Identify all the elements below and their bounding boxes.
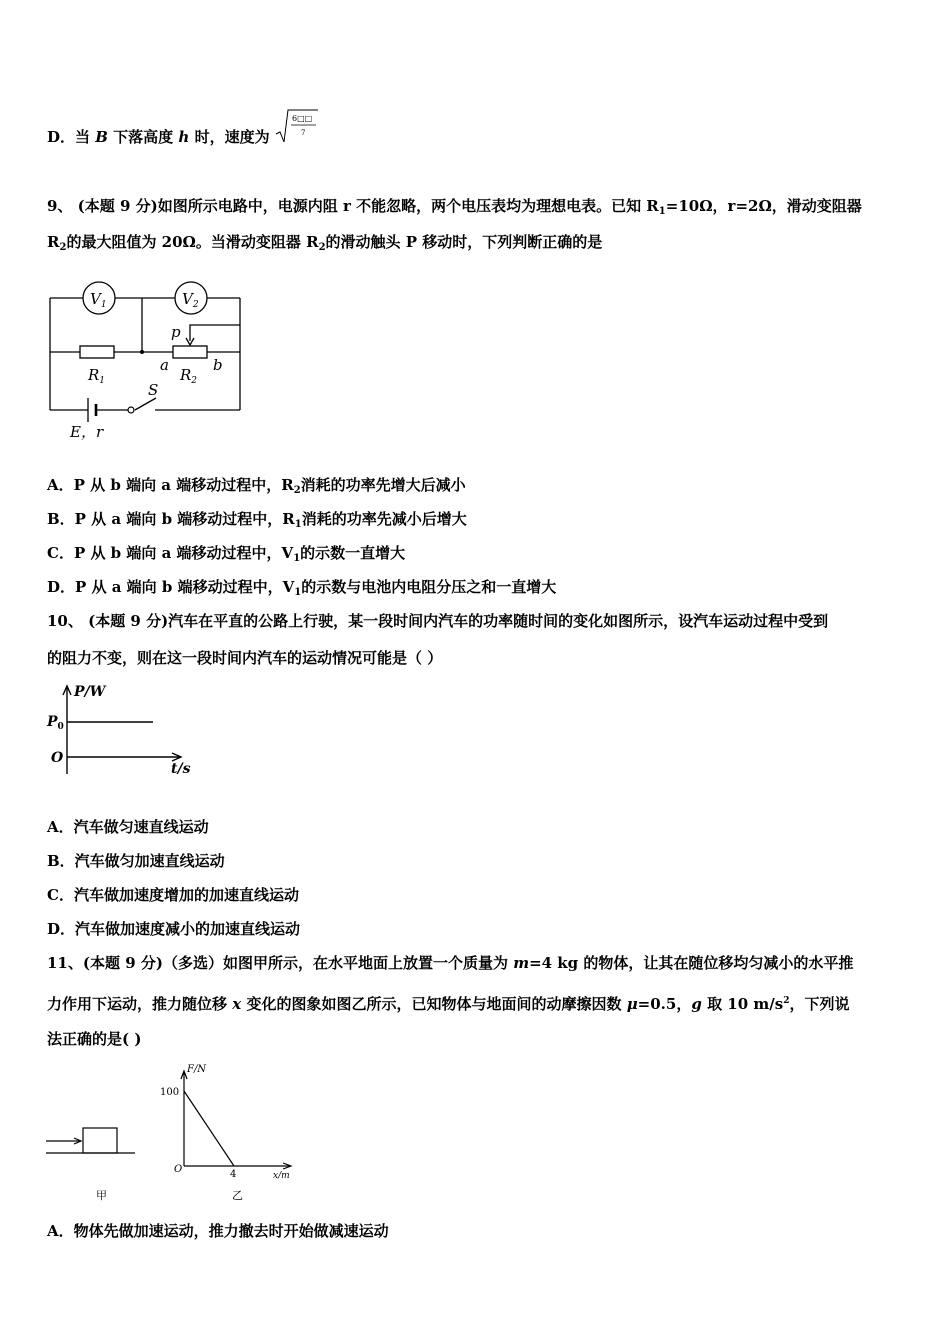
q10-option-a: A．汽车做匀速直线运动: [47, 818, 209, 836]
svg-text:V1: $V_1$: [90, 290, 107, 310]
q11-stem-line1: 11、(本题 9 分)（多选）如图甲所示，在水平地面上放置一个质量为 m=4 kg 的物体，让其在随位移均匀减小的水平推: [47, 954, 854, 972]
q10-stem-line1: 10、 (本题 9 分)汽车在平直的公路上行驶，某一段时间内汽车的功率随时间的变化如图所示，设汽车运动过程中受到: [47, 612, 829, 630]
p0-label: P: [47, 714, 58, 730]
v2-label: V: [182, 290, 193, 308]
q10-stem-line2: 的阻力不变，则在这一段时间内汽车的运动情况可能是（ ）: [47, 649, 443, 667]
figure-yi-graph: [181, 1071, 291, 1169]
r1-label: R: [88, 366, 100, 384]
q9-option-d: D．P 从 a 端向 b 端移动过程中，$V_1$的示数与电池内电阻分压之和一直增大: [47, 578, 557, 598]
figure-yi-label: 乙: [232, 1189, 243, 1202]
svg-text:P0: $P_0$: [47, 714, 64, 732]
q9-stem-line2: $R_2$的最大阻值为 20Ω。当滑动变阻器 $R_2$的滑动触头 P 移动时，下列判断正确的是: [47, 233, 603, 253]
x-tick-4: 4: [230, 1169, 237, 1180]
svg-text:R2: $R_2$: [180, 366, 198, 386]
origin-label: O: [174, 1164, 183, 1175]
q10-power-time-graph: [45, 680, 205, 780]
q9-stem-line1: 9、 (本题 9 分)如图所示电路中，电源内阻 r 不能忽略，两个电压表均为理想电表。已知 $R_1=10\Omega$，r=2Ω，滑动变阻器: [47, 197, 862, 217]
sqrt-formula: [274, 104, 324, 146]
q10-option-b: B．汽车做匀加速直线运动: [47, 852, 225, 870]
v1-label: V: [90, 290, 101, 308]
q8-option-d: D．当 B 下落高度 h 时，速度为: [47, 128, 270, 146]
q10-option-c: C．汽车做加速度增加的加速直线运动: [47, 886, 299, 904]
q11-stem-line2: 力作用下运动，推力随位移 x 变化的图象如图乙所示，已知物体与地面间的动摩擦因数 μ=0.5，g 取 10 $m/s^2$，下列说: [47, 995, 850, 1013]
q11-figures: [40, 1060, 310, 1205]
f-tick-100: 100: [160, 1087, 180, 1098]
terminal-a-label: a: [160, 356, 169, 374]
q9-circuit-diagram: [40, 275, 255, 445]
x-axis-label: t/s: [171, 761, 191, 777]
sqrt-numerator: 6□□: [292, 114, 313, 123]
terminal-b-label: b: [213, 356, 223, 374]
q9-option-a: A．P 从 b 端向 a 端移动过程中，$R_2$消耗的功率先增大后减小: [47, 476, 466, 496]
sqrt-denominator: 7: [301, 129, 306, 137]
figure-jia-label: 甲: [96, 1189, 107, 1202]
q10-option-d: D．汽车做加速度减小的加速直线运动: [47, 920, 301, 938]
svg-text:P/W: [73, 684, 107, 700]
x-axis-label: x/m: [273, 1171, 290, 1181]
battery-label: E，r: [70, 423, 104, 441]
svg-text:V2: $V_2$: [182, 290, 199, 310]
f-axis-label: F/N: [187, 1064, 207, 1075]
y-axis-label: P/W: [74, 684, 106, 700]
slider-p-label: p: [171, 323, 181, 341]
switch-s-label: S: [148, 381, 159, 399]
r2-label: R: [180, 366, 192, 384]
q9-option-c: C．P 从 b 端向 a 端移动过程中，$V_1$的示数一直增大: [47, 544, 406, 564]
q9-option-b: B．P 从 a 端向 b 端移动过程中，$R_1$消耗的功率先减小后增大: [47, 510, 467, 530]
origin-label: O: [51, 750, 64, 766]
svg-text:R1: $R_1$: [88, 366, 106, 386]
figure-jia-block: [46, 1128, 135, 1153]
q11-stem-line3: 法正确的是( ): [47, 1030, 142, 1048]
q11-option-a: A．物体先做加速运动，推力撤去时开始做减速运动: [47, 1222, 389, 1240]
